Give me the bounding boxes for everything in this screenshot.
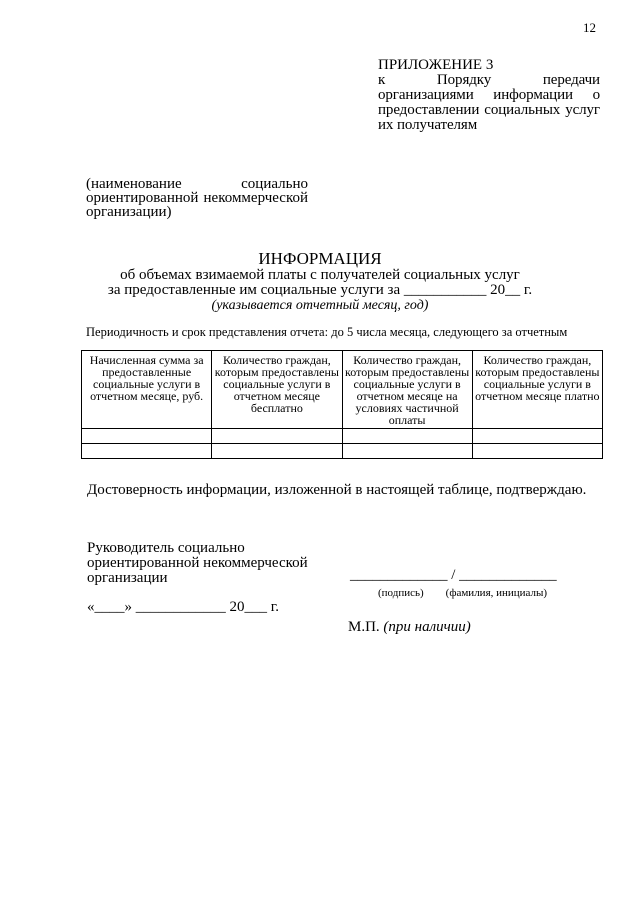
info-hint: (указывается отчетный месяц, год) bbox=[211, 298, 429, 313]
table-header-row bbox=[82, 351, 603, 429]
table-cell[interactable] bbox=[472, 444, 602, 459]
signature-label: (подпись) bbox=[378, 587, 424, 599]
table-row bbox=[82, 444, 603, 459]
table-cell[interactable] bbox=[82, 444, 212, 459]
table-header-cell: Начисленная сумма за предоставленные социальные услуги в отчетном месяце, руб. bbox=[82, 351, 212, 429]
table-cell[interactable] bbox=[82, 429, 212, 444]
info-subtitle-line-2: за предоставленные им социальные услуги за ___________ 20__ г. bbox=[107, 282, 533, 298]
table-header-cell: Количество граждан, которым предоставлены социальные услуги в отчетном месяце на условиях частичной оплаты bbox=[342, 351, 472, 429]
info-title: ИНФОРМАЦИЯ bbox=[258, 249, 382, 268]
organization-name-caption: (наименование социально ориентированной некоммерческой организации) bbox=[86, 176, 308, 220]
table-header-cell: Количество граждан, которым предоставлены социальные услуги в отчетном месяце платно bbox=[472, 351, 602, 429]
table-row bbox=[82, 429, 603, 444]
name-label: (фамилия, инициалы) bbox=[445, 587, 548, 599]
report-table bbox=[81, 350, 603, 459]
info-heading bbox=[60, 250, 580, 313]
periodicity-text: Периодичность и срок представления отчета: до 5 числа месяца, следующего за отчетным bbox=[86, 325, 568, 339]
date-line: «____» ____________ 20___ г. bbox=[87, 599, 279, 615]
annex-text: к Порядку передачи организациями информации о предоставлении социальных услуг их получателям bbox=[378, 72, 600, 133]
signature-captions bbox=[378, 587, 547, 599]
table-cell[interactable] bbox=[342, 429, 472, 444]
stamp-label: М.П. bbox=[348, 619, 380, 635]
stamp-note bbox=[348, 619, 471, 636]
table-cell[interactable] bbox=[342, 444, 472, 459]
table-cell[interactable] bbox=[212, 429, 342, 444]
page-number: 12 bbox=[583, 20, 596, 35]
annex-block bbox=[378, 58, 600, 133]
table-header-cell: Количество граждан, которым предоставлены социальные услуги в отчетном месяце бесплатно bbox=[212, 351, 342, 429]
info-subtitle-line-1: об объемах взимаемой платы с получателей социальных услуг bbox=[120, 267, 520, 283]
stamp-condition: (при наличии) bbox=[383, 619, 471, 635]
signature-line: _____________ / _____________ bbox=[350, 567, 557, 583]
table-cell[interactable] bbox=[212, 444, 342, 459]
annex-title: ПРИЛОЖЕНИЕ 3 bbox=[378, 57, 494, 73]
confirmation-text: Достоверность информации, изложенной в настоящей таблице, подтверждаю. bbox=[87, 482, 587, 498]
manager-title: Руководитель социально ориентированной некоммерческой организации bbox=[87, 540, 308, 586]
table-cell[interactable] bbox=[472, 429, 602, 444]
